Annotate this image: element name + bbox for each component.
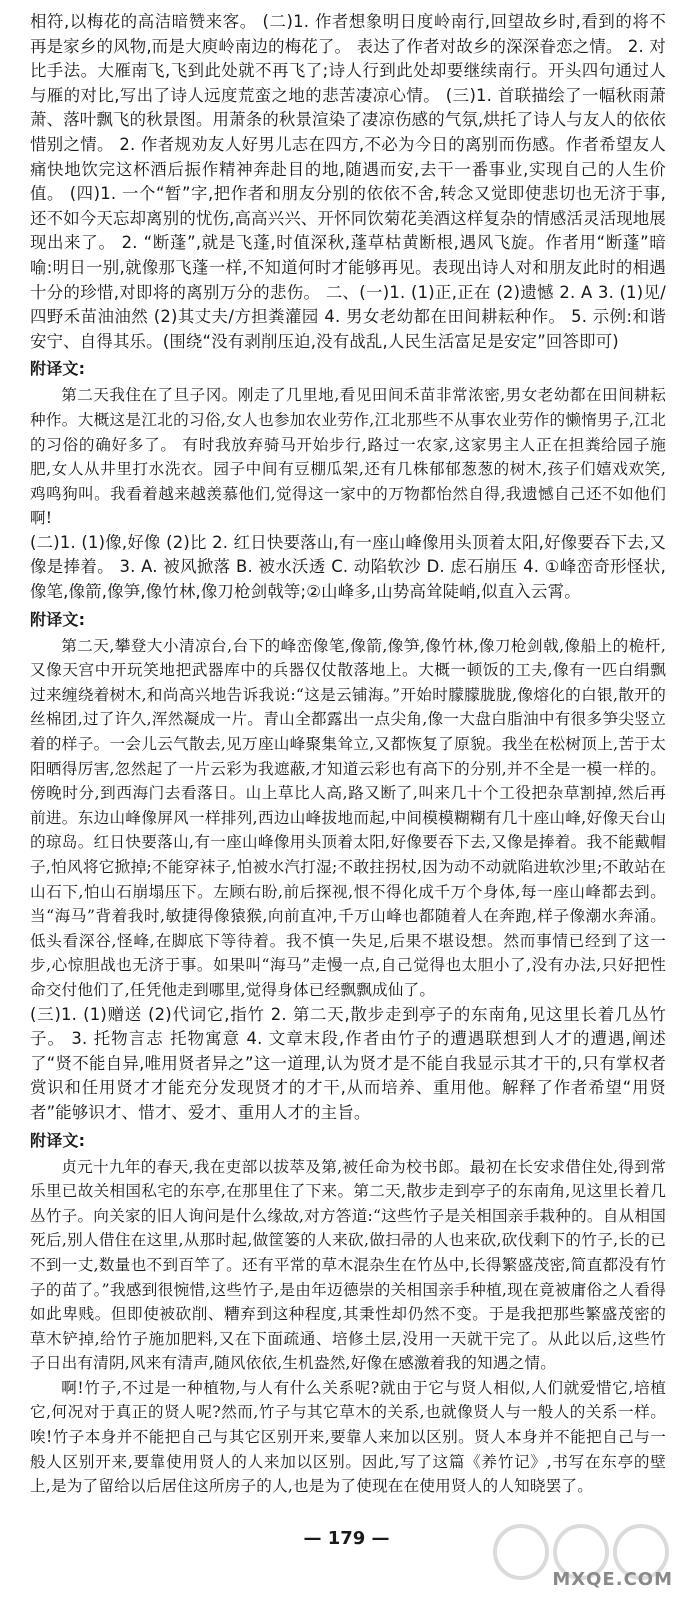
translation-paragraph: 贞元十九年的春天,我在吏部以拔萃及第,被任命为校书郎。最初在长安求借住处,得到常乐里已故关相国私宅的东亭,在那里住了下来。第二天,散步走到亭子的东南角,见这里长着几丛竹子。向关家的旧人询问是什么缘故,对方答道:“这些竹子是关相国亲手栽种的。自从相国死后,别人借住在这里,从那时起,做筐篓的人来砍,做扫帚的人也来砍,砍伐剩下的竹子,长的已不到一丈,数量也不到百竿了。还有平常的草木混杂生在竹丛中,长得繁盛茂密,简直都没有竹子的苗了。”我感到很惋惜,这些竹子,是由年迈德崇的关相国亲手种植,现在竟被庸俗之人看得如此卑贱。但即使被砍削、糟弃到这种程度,其秉性却仍然不变。于是我把那些繁盛茂密的草木铲掉,给竹子施加肥料,又在下面疏通、培修土层,没用一天就干完了。从此以后,这些竹子日出有清阴,风来有清声,随风依依,生机盎然,好像在感激着我的知遇之情。 xyxy=(30,1157,666,1373)
answer-paragraph: 相符,以梅花的高洁暗赞来客。 (二)1. 作者想象明日度岭南行,回望故乡时,看到的将不再是家乡的风物,而是大庾岭南边的梅花了。 表达了作者对故乡的深深眷恋之情。 2. 对比手法。大雁南飞,飞到此处就不再飞了;诗人行到此处却要继续南行。开头四句通过人与雁的对比,写出了诗人远度荒蛮之地的悲苦凄凉心情。 (三)1. 首联描绘了一幅秋雨萧萧、落叶飘飞的秋景图。用萧条的秋景渲染了凄凉伤感的气氛,烘托了诗人与友人的依依惜别之情。 2. 作者规劝友人好男儿志在四方,不必为今日的离别而伤感。作者希望友人痛快地饮完这杯酒后振作精神奔赴目的地,随遇而安,去干一番事业,实现自己的人生价值。 (四)1. 一个“暂”字,把作者和朋友分别的依依不舍,转念又觉即使悲切也无济于事,还不如今天忘却离别的忧伤,高高兴兴、开怀同饮菊花美酒这样复杂的情感活灵活现地展现出来了。 2. “断蓬”,就是飞蓬,时值深秋,蓬草枯黄断根,遇风飞旋。作者用“断蓬”暗喻:明日一别,就像那飞蓬一样,不知道何时才能够再见。表现出诗人对和朋友此时的相遇十分的珍惜,对即将的离别万分的悲伤。 二、(一)1. (1)正,正在 (2)遗憾 2. A 3. (1)见/四野禾苗油油然 (2)其丈夫/方担粪灌园 4. 男女老幼都在田间耕耘种作。 5. 示例:和谐安宁、自得其乐。(围绕“没有剥削压迫,没有战乱,人民生活富足是安定”回答即可) xyxy=(30,12,666,351)
watermark-text: MXQE.COM xyxy=(552,1569,673,1590)
translation-heading: 附译文: xyxy=(30,1130,86,1150)
translation-paragraph: 啊!竹子,不过是一种植物,与人有什么关系呢?就由于它与贤人相似,人们就爱惜它,培植它,何况对于真正的贤人呢?然而,竹子与其它草木的关系,也就像贤人与一般人的关系一样。唉!竹子本身并不能把自己与其它区别开来,要靠人来加以区别。贤人本身并不能把自己与一般人区别开来,要靠使用贤人的人来加以区别。因此,写了这篇《养竹记》,书写在东亭的壁上,是为了留给以后居住这所房子的人,也是为了使现在在使用贤人的人知晓罢了。 xyxy=(30,1378,666,1496)
answer-paragraph: (三)1. (1)赠送 (2)代词它,指竹 2. 第二天,散步走到亭子的东南角,见这里长着几丛竹子。 3. 托物言志 托物寓意 4. 文章末段,作者由竹子的遭遇联想到人才的遭遇,阐述了“贤不能自异,唯用贤者异之”这一道理,认为贤才是不能自我显示其才干的,只有掌权者赏识和任用贤才才能充分发现贤才的才干,从而培养、重用他。解释了作者希望“用贤者”能够识才、惜才、爱才、重用人才的主旨。 xyxy=(30,1004,666,1122)
page-number: — 179 — xyxy=(303,1528,390,1549)
answer-paragraph: (二)1. (1)像,好像 (2)比 2. 红日快要落山,有一座山峰像用头顶着太阳,好像要吞下去,又像是捧着。 3. A. 被风掀落 B. 被水沃透 C. 动陷软沙 D. 虑石崩压 4. ①峰峦奇形怪状,像笔,像箭,像笋,像竹林,像刀枪剑戟等;②山峰多,山势高耸陡峭,似直入云霄。 xyxy=(30,532,666,602)
translation-heading: 附译文: xyxy=(30,609,86,629)
answer-page xyxy=(30,10,666,1499)
translation-paragraph: 第二天我住在了旦子冈。刚走了几里地,看见田间禾苗非常浓密,男女老幼都在田间耕耘种作。大概这是江北的习俗,女人也参加农业劳作,江北那些不从事农业劳作的懒惰男子,江北的习俗的确好多了。 有时我放弃骑马开始步行,路过一农家,这家男主人正在担粪给园子施肥,女人从井里打水洗衣。园子中间有豆棚瓜架,还有几株郁郁葱葱的树木,孩子们嬉戏欢笑,鸡鸣狗叫。我看着越来越羡慕他们,觉得这一家中的万物都怡然自得,我遗憾自己还不如他们啊! xyxy=(30,386,666,528)
translation-heading: 附译文: xyxy=(30,359,86,379)
translation-paragraph: 第二天,攀登大小清凉台,台下的峰峦像笔,像箭,像笋,像竹林,像刀枪剑戟,像船上的桅杆,又像天宫中开玩笑地把武器库中的兵器仅仗散落地上。大概一顿饭的工夫,像有一匹白绢飘过来缠绕着树木,和尚高兴地告诉我说:“这是云铺海。”开始时朦朦胧胧,像熔化的白银,散开的丝棉团,过了许久,浑然凝成一片。青山全都露出一点尖角,像一大盘白脂油中有很多笋尖竖立着的样子。一会儿云气散去,见万座山峰聚集耸立,又都恢复了原貌。我坐在松树顶上,苦于太阳晒得厉害,忽然起了一片云彩为我遮蔽,才知道云彩也有高下的分别,并不全是一模一样的。傍晚时分,到西海门去看落日。山上草比人高,路又断了,叫来几十个工役把杂草割掉,然后再前进。东边山峰像屏风一样排列,西边山峰拔地而起,中间模模糊糊有几十座山峰,好像天台山的琼岛。红日快要落山,有一座山峰像用头顶着太阳,好像要吞下去,又像是捧着。我不能戴帽子,怕风将它掀掉;不能穿袜子,怕被水汽打湿;不敢拄拐杖,因为动不动就陷进软沙里;不敢站在山石下,怕山石崩塌压下。左顾右盼,前后探视,恨不得化成千万个身体,每一座山峰都去到。当“海马”背着我时,敏捷得像猿猴,向前直冲,千万山峰也都随着人在奔跑,样子像潮水奔涌。低头看深谷,怪峰,在脚底下等待着。我不慎一失足,后果不堪设想。然而事情已经到了这一步,心惊胆战也无济于事。如果叫“海马”走慢一点,自己觉得也太胆小了,没有办法,只好把性命交付他们了,任凭他走到哪里,觉得身体已经飘飘成仙了。 xyxy=(30,636,666,999)
